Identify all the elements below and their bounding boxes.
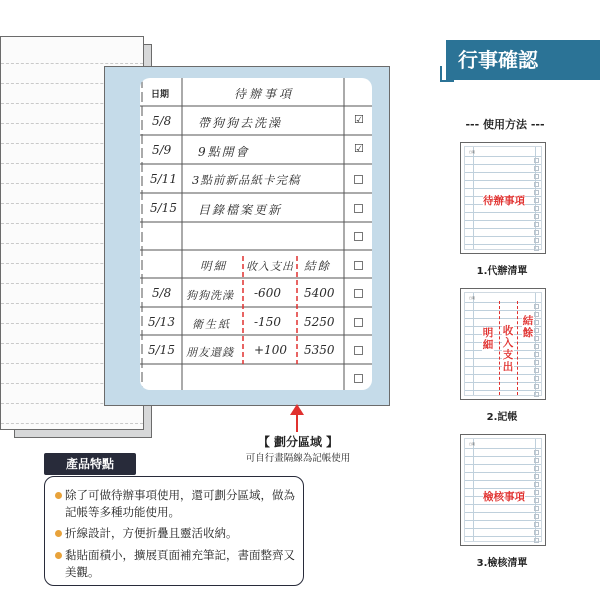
thumbnail-checkbox: [534, 384, 539, 389]
date-column-header: 日期: [151, 89, 170, 99]
empty-checkbox[interactable]: [354, 232, 363, 241]
todo-text: 帶狗狗去洗澡: [198, 116, 283, 130]
thumbnail-row-line: [465, 244, 541, 245]
thumbnail-row-line: [465, 536, 541, 537]
thumbnail-checkbox: [534, 392, 539, 397]
thumbnail-date-label: 日期: [469, 150, 476, 154]
ledger-balance: 5250: [304, 315, 335, 329]
thumbnail-divider: [517, 301, 518, 395]
thumbnail-checkbox: [534, 190, 539, 195]
thumbnail-label: 結餘: [522, 315, 534, 339]
thumbnail-checkbox: [534, 376, 539, 381]
thumbnail-column-line: [473, 293, 474, 395]
usage-caption: 3.檢核清單: [476, 558, 528, 569]
empty-checkbox[interactable]: [354, 289, 363, 298]
thumbnail-checkbox: [534, 450, 539, 455]
thumbnail-grid: [464, 146, 542, 250]
thumbnail-checkbox: [534, 344, 539, 349]
thumbnail-checkbox: [534, 360, 539, 365]
ruled-line: [1, 63, 143, 64]
thumbnail-row-line: [465, 180, 541, 181]
usage-thumbnail-ledger: [460, 288, 546, 400]
todo-date: 5/11: [150, 172, 177, 186]
ledger-detail: 狗狗洗澡: [186, 289, 234, 302]
ledger-date: 5/15: [148, 343, 175, 357]
thumbnail-checkbox: [534, 498, 539, 503]
checked-checkbox-icon[interactable]: ☑: [354, 113, 364, 126]
thumbnail-date-label: 日期: [469, 442, 476, 446]
ledger-amount: +100: [254, 343, 287, 357]
thumbnail-checkbox: [534, 474, 539, 479]
empty-checkbox[interactable]: [354, 374, 363, 383]
thumbnail-row-line: [465, 390, 541, 391]
thumbnail-row-line: [465, 236, 541, 237]
thumbnail-checkbox: [534, 166, 539, 171]
feature-item: [55, 525, 297, 542]
division-subtitle: 可自行畫隔線為記帳使用: [245, 453, 351, 464]
thumbnail-row-line: [465, 164, 541, 165]
ledger-amount: -150: [254, 315, 281, 329]
thumbnail-row-line: [465, 374, 541, 375]
thumbnail-checkbox: [534, 522, 539, 527]
todo-text: 目錄檔案更新: [198, 203, 283, 217]
thumbnail-label: 待辦事項: [483, 195, 525, 207]
empty-checkbox[interactable]: [354, 318, 363, 327]
thumbnail-checkbox: [534, 230, 539, 235]
thumbnail-checkbox: [534, 238, 539, 243]
thumbnail-checkbox: [534, 214, 539, 219]
thumbnail-checkbox: [534, 182, 539, 187]
thumbnail-checkbox: [534, 206, 539, 211]
division-title: 【 劃分區域 】: [257, 435, 339, 449]
ledger-amount: -600: [254, 286, 281, 300]
feature-text: 折線設計，方便折疊且靈活收納。: [65, 526, 238, 540]
thumbnail-row-line: [465, 228, 541, 229]
bullet-dot-icon: [55, 530, 62, 537]
thumbnail-checkbox: [534, 530, 539, 535]
feature-text: 除了可做待辦事項使用，還可劃分區域，做為記帳等多種功能使用。: [65, 488, 295, 519]
feature-item: [55, 487, 297, 521]
thumbnail-label: 明細: [482, 327, 494, 351]
ledger-detail-header: 明細: [200, 259, 227, 273]
thumbnail-row-line: [465, 480, 541, 481]
ledger-balance: 5400: [304, 286, 335, 300]
thumbnail-grid: [464, 438, 542, 542]
thumbnail-row-line: [465, 528, 541, 529]
thumbnail-label: 檢核事項: [483, 491, 525, 503]
ledger-amount-header: 收入支出: [246, 260, 294, 273]
thumbnail-checkbox: [534, 490, 539, 495]
thumbnail-divider: [499, 301, 500, 395]
thumbnail-row-line: [465, 464, 541, 465]
sticky-note-table: [140, 78, 372, 390]
thumbnail-checkbox: [534, 174, 539, 179]
thumbnail-column-line: [473, 147, 474, 249]
todo-column-header: 待辦事項: [234, 87, 295, 101]
usage-caption: 1.代辦清單: [476, 266, 528, 277]
ledger-detail: 朋友還錢: [186, 346, 234, 359]
bullet-dot-icon: [55, 492, 62, 499]
thumbnail-label: 收入支出: [502, 325, 514, 373]
thumbnail-checkbox: [534, 158, 539, 163]
thumbnail-row-line: [465, 512, 541, 513]
ledger-balance-header: 結餘: [304, 259, 331, 273]
thumbnail-row-line: [465, 310, 541, 311]
ruled-line: [1, 423, 143, 424]
thumbnail-checkbox: [534, 506, 539, 511]
thumbnail-checkbox: [534, 304, 539, 309]
thumbnail-grid: [464, 292, 542, 396]
thumbnail-checkbox: [534, 368, 539, 373]
empty-checkbox[interactable]: [354, 204, 363, 213]
usage-caption: 2.記帳: [486, 412, 518, 423]
thumbnail-row-line: [465, 212, 541, 213]
checked-checkbox-icon[interactable]: ☑: [354, 142, 364, 155]
feature-item: [55, 547, 297, 581]
thumbnail-checkbox: [534, 458, 539, 463]
thumbnail-checkbox: [534, 352, 539, 357]
empty-checkbox[interactable]: [354, 175, 363, 184]
thumbnail-checkbox: [534, 222, 539, 227]
thumbnail-row-line: [465, 156, 541, 157]
bullet-dot-icon: [55, 552, 62, 559]
empty-checkbox[interactable]: [354, 261, 363, 270]
todo-text: 9點開會: [198, 145, 250, 159]
todo-text: 3點前新品紙卡完稿: [192, 173, 301, 187]
thumbnail-checkbox: [534, 328, 539, 333]
page-title: 行事確認: [446, 40, 600, 80]
thumbnail-row-line: [465, 472, 541, 473]
todo-date: 5/9: [152, 143, 172, 157]
thumbnail-checkbox: [534, 246, 539, 251]
thumbnail-checkbox: [534, 538, 539, 543]
thumbnail-row-line: [465, 520, 541, 521]
thumbnail-checkbox: [534, 320, 539, 325]
ledger-date: 5/8: [152, 286, 172, 300]
thumbnail-checkbox: [534, 514, 539, 519]
ledger-date: 5/13: [148, 315, 175, 329]
usage-thumbnail-todo: [460, 142, 546, 254]
todo-date: 5/8: [152, 114, 172, 128]
thumbnail-row-line: [465, 188, 541, 189]
usage-heading: --- 使用方法 ---: [465, 118, 545, 131]
thumbnail-checkbox: [534, 312, 539, 317]
up-arrow-shaft: [296, 414, 298, 432]
thumbnail-date-label: 日期: [469, 296, 476, 300]
thumbnail-row-line: [465, 456, 541, 457]
thumbnail-row-line: [465, 172, 541, 173]
thumbnail-row-line: [465, 302, 541, 303]
usage-thumbnail-checklist: [460, 434, 546, 546]
thumbnail-row-line: [465, 220, 541, 221]
feature-text: 黏貼面積小，擴展頁面補充筆記，書面整齊又美觀。: [65, 548, 295, 579]
features-box: [44, 476, 304, 586]
ledger-detail: 衛生紙: [192, 318, 231, 331]
thumbnail-checkbox: [534, 466, 539, 471]
thumbnail-row-line: [465, 504, 541, 505]
empty-checkbox[interactable]: [354, 346, 363, 355]
thumbnail-checkbox: [534, 482, 539, 487]
features-heading: 產品特點: [44, 453, 136, 475]
thumbnail-column-line: [473, 439, 474, 541]
ledger-balance: 5350: [304, 343, 335, 357]
thumbnail-row-line: [465, 448, 541, 449]
thumbnail-checkbox: [534, 198, 539, 203]
thumbnail-checkbox: [534, 336, 539, 341]
thumbnail-row-line: [465, 382, 541, 383]
todo-date: 5/15: [150, 201, 177, 215]
